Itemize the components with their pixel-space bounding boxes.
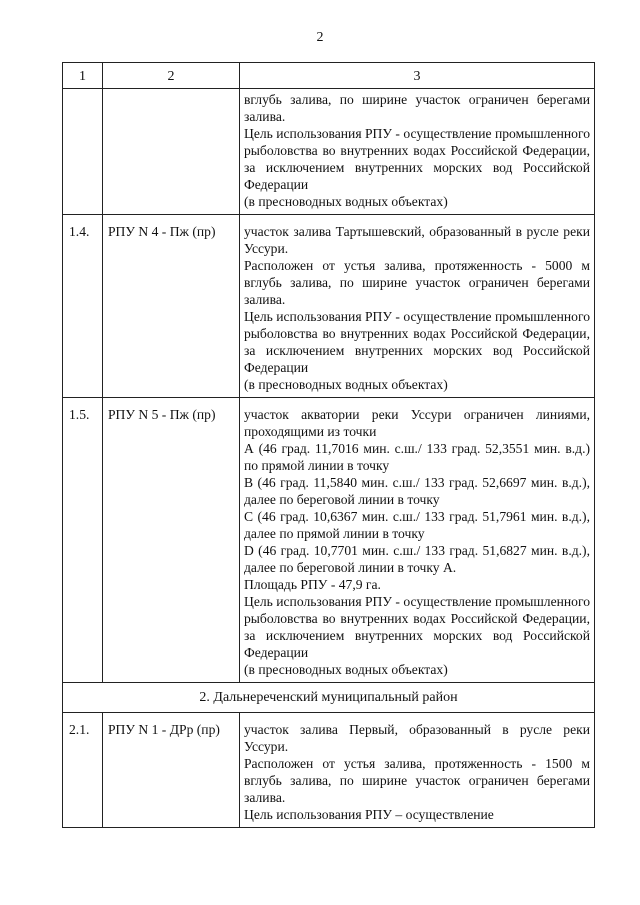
description-line: Расположен от устья залива, протяженность - 1500 м вглубь залива, по ширине участок ограничен берегами залива. (244, 756, 590, 805)
area-code: РПУ N 1 - ДРр (пр) (103, 713, 240, 828)
description-line: Цель использования РПУ - осуществление промышленного рыболовства во внутренних водах Российской Федерации, за исключением внутренних морских вод Российской Федерации (244, 126, 590, 192)
table-row (63, 398, 595, 683)
table-row (63, 215, 595, 398)
description-line: (в пресноводных водных объектах) (244, 377, 448, 392)
area-description (240, 713, 595, 828)
description-line: С (46 град. 10,6367 мин. с.ш./ 133 град. 51,7961 мин. в.д.), далее по прямой линии в точку (244, 509, 590, 541)
description-line: (в пресноводных водных объектах) (244, 194, 448, 209)
area-description (240, 398, 595, 683)
description-line: Цель использования РПУ - осуществление промышленного рыболовства во внутренних водах Российской Федерации, за исключением внутренних морских вод Российской Федерации (244, 594, 590, 660)
description-line: Расположен от устья залива, протяженность - 5000 м вглубь залива, по ширине участок ограничен берегами залива. (244, 258, 590, 307)
area-description (240, 89, 595, 215)
table-row (63, 713, 595, 828)
column-header: 1 (63, 63, 103, 89)
description-line: участок залива Тартышевский, образованный в русле реки Уссури. (244, 224, 590, 256)
description-line: (в пресноводных водных объектах) (244, 662, 448, 677)
area-code (103, 89, 240, 215)
row-number (63, 89, 103, 215)
area-description (240, 215, 595, 398)
table-header-row (63, 63, 595, 89)
column-header: 2 (103, 63, 240, 89)
column-header: 3 (240, 63, 595, 89)
row-number: 1.4. (63, 215, 103, 398)
description-line: Площадь РПУ - 47,9 га. (244, 577, 381, 592)
page-number: 2 (316, 30, 324, 45)
description-line: участок залива Первый, образованный в русле реки Уссури. (244, 722, 590, 754)
area-code: РПУ N 5 - Пж (пр) (103, 398, 240, 683)
description-line: Цель использования РПУ - осуществление промышленного рыболовства во внутренних водах Российской Федерации, за исключением внутренних морских вод Российской Федерации (244, 309, 590, 375)
description-line: Цель использования РПУ – осуществление (244, 807, 494, 822)
section-row (63, 683, 595, 713)
area-code: РПУ N 4 - Пж (пр) (103, 215, 240, 398)
description-line: В (46 град. 11,5840 мин. с.ш./ 133 град. 52,6697 мин. в.д.), далее по береговой линии в точку (244, 475, 590, 507)
table-row (63, 89, 595, 215)
row-number: 2.1. (63, 713, 103, 828)
description-line: D (46 град. 10,7701 мин. с.ш./ 133 град. 51,6827 мин. в.д.), далее по береговой линии в точку А. (244, 543, 590, 575)
section-title: 2. Дальнереченский муниципальный район (63, 683, 595, 713)
description-line: вглубь залива, по ширине участок ограничен берегами залива. (244, 92, 590, 124)
description-line: участок акватории реки Уссури ограничен линиями, проходящими из точки (244, 407, 590, 439)
description-line: А (46 град. 11,7016 мин. с.ш./ 133 град. 52,3551 мин. в.д.) по прямой линии в точку (244, 441, 590, 473)
fishing-areas-table (62, 62, 595, 828)
row-number: 1.5. (63, 398, 103, 683)
